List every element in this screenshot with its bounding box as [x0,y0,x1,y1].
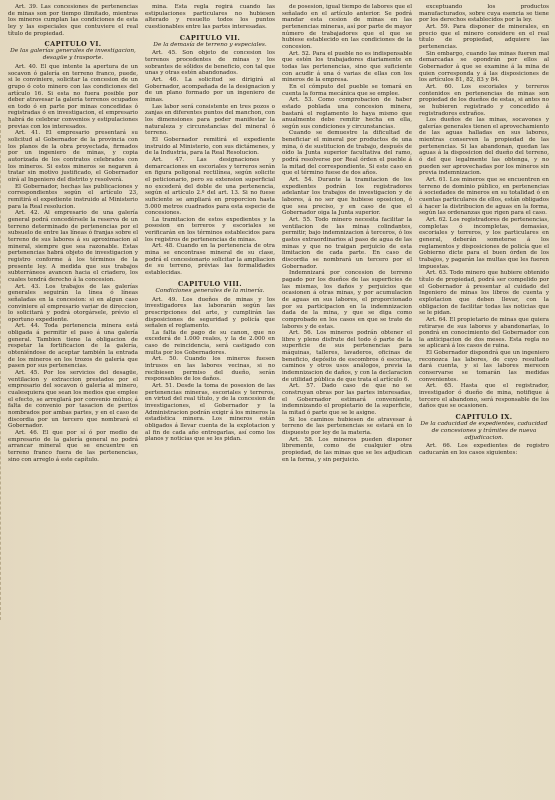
chapter-heading: CAPITULO IX. [455,413,513,422]
paragraph: Art. 39. Las concesiones de pertenencias de minas son por tiempo ilimitado, mientras los mineros cumplan las condiciones de esta ley y las especiales que contuviere el real título de propiedad. [8,4,138,37]
paragraph: La tramitacion de estos expedientes y la posesion en terreros y escoriales se verificarán en los términos establecidos para los registros de pertenencias de minas. [145,216,275,243]
column-2 [145,4,275,794]
paragraph: Art. 64. El propietario de minas que quiera retirarse de sus labores y abandonarlas, lo pondrá en conocimiento del Gobernador con la anticipacion de dos meses. Esta regla no se aplicará á los casos de ruina. [419,316,549,350]
chapter-heading: CAPITULO VIII. [177,279,242,288]
paragraph: El Gobernador, hechas las publicaciones y correspondientes según el artículo 23, remitirá el expediente instruido al Ministerio para la Real resolucion. [8,183,138,210]
column-1 [8,4,138,794]
paragraph: Cuando se demuestre la dificultad de beneficiar el mineral por productos de una mina, ó de sustitucion de trabajo, después de oído la Junta superior facultativa del ramo, podrá resolverse por Real órden el pueble á la mitad del correspondiente. Si este caso en que el término fuese de dos años. [282,130,412,177]
paragraph: mina. Esta regla regirá cuando las estipulaciones particulares no hubiesen alterado y resuelto todos los puntos cuestionables entre las partes interesadas. [145,4,275,30]
paragraph: Si los caminos hubiesen de atravesar á terreno de las pertenencias se estará en lo dispuesto por ley de la materia. [282,416,412,436]
paragraph: En el cómputo del pueble se tomará en cuenta la forma mecánica que se emplee. [282,83,412,97]
paragraph: Art. 42. Al empresario de una galería general podrá concedérsele la reserva de un terreno determinado de pertenencias por el subsuelo de entre las líneas ó franjas sobre el terreno de sus labores á su aproximacion al mineral, siempre que sea razonable. Estas pertenencias habrá objeto de investigacion y registro conforme á los términos de la presente ley. A medida que sus trabajos subterráneos avancen hacia el criadero, los cuales tendrá derecho á la concesion. [8,210,138,283]
chapter-subtitle: De las galerías generales de investigacion, desagüe y trasporte. [10,48,136,62]
paragraph: Art. 61. Los mineros que se encuentren en terreno de dominio público, en pertenencias á sociedades de mineros en su totalidad ó en cuentas particulares de ellos, están obligados á hacer la distribucion de aguas en la forma, según las ordenanzas que rigen para el caso. [419,177,549,217]
paragraph: El Gobernador remitirá el expediente instruido al Ministerio, con sus dictámenes, y de la Industria, para la Real Resolucion. [145,136,275,157]
paragraph: Art. 66. Los expedientes de registro caducarán en los casos siguientes: [419,443,549,457]
text-columns [8,4,549,794]
paragraph: Sin embargo, cuando las minas fueren mal demarcadas se opondrán por ellos al Gobernador á que se examine á la mina de quien corresponda y á las disposiciones de los artículos 81, 82, 83 y 84. [419,50,549,84]
paragraph: Art. 54. Durante la tramitacion de los expedientes podrán los registradores adelantar los trabajos de investigacion y de labores, á no ser que hubiese oposicion, ó que sea preciso, y en caso de que el Gobernador oiga la Junta superior. [282,177,412,217]
page-edge-shadow [0,120,5,620]
paragraph: Art. 46. El que por sí ó por medio de empresario de la galería general no podrá arrancar mineral que se encuentre en terreno franco fuera de las pertenencias, sino con arreglo á este capítulo. [8,429,138,463]
column-4 [419,4,549,794]
paragraph: Art. 52. Para el pueble no es indispensable que estén los trabajadores diariamente en todas las pertenencias, sino que suficiente con acudir á una ó varias de ellas con los mineros de la empresa. [282,50,412,84]
paragraph: Art. 44. Toda pertenencia minera está obligada á permitir el paso á una galería general. Tambien tiene la obligacion de respetar la fortificacion de la galería, obteniéndose de aceptar también la entrada de los mineros en los trozos de galería que pasen por sus pertenencias. [8,323,138,370]
chapter-subtitle: De la demasía de terreno y especiales. [153,41,267,48]
paragraph: Art. 51. Desde la toma de posesion de las pertenencias mineras, escoriales y terreros, en virtud del real título, y de la concesion de investigaciones, el Gobernador y la Administracion podrán exigir á los mineros la estadística minera. Los mineros están obligados á llevar cuenta de la explotacion y al fin de cada año entregarlas, así como los planos y noticias que se les pidan. [145,383,275,443]
paragraph: Art. 53. Como comprobacion de haber estado poblada una concesion minera, bastará el reglamento lo haya mismo que anualmente debe remitir hecha en ella, según sus condiciones y circunstancias. [282,97,412,130]
paragraph: Art. 63. Todo minero que hubiere obtenido título de propiedad, podrá ser compelido por el Gobernador á presentar al cuidado del Ingeniero de minas los libros de cuenta y explotacion que deben llevar, con la obligacion de facilitar todas las noticias que se le pidan. [419,270,549,317]
paragraph: de posesion, igual tiempo de labores que el señalado en el artículo anterior. Se podrá mandar esta cesion de minas en las pertenencias mineras, así por parte de mayor número de trabajadores que el que se hubiese establecido en las condiciones de la concesion. [282,4,412,50]
paragraph: El Gobernador dispondrá que un ingeniero reconozca las labores, de cuyo resultado dará cuenta, y si las labores merecen conservarse se tomarán las medidas convenientes. [419,350,549,383]
paragraph: Art. 45. Por los servicios del desagüe, ventilacion y extraccion prestados por el empresario del socavon ó galería al minero, cualesquiera que sean los medios que emplee el efecto, se arreglará por convenio mútuo; á falta de convenio por tasacion de peritos nombrados por ambas partes, y en el caso de discordia por un tercero que nombrará el Gobernador. [8,370,138,430]
paragraph: Art. 65. Hasta que el registrador, investigador ó dueño de mina, notifique á tercero el abandono, será responsable de los daños que se ocasionen. [419,383,549,410]
paragraph: Art. 60. Los escoriales y terreros contenidos en pertenencias de minas son propiedad de los dueños de estas, si antes no se hubieren registrado y concedido á registradores extraños. [419,83,549,117]
paragraph: Art. 58. Los mineros pueden disponer libremente, como de cualquier otra propiedad, de las minas que se les adjudican en la forma, y sin perjuicio. [282,436,412,463]
paragraph: Indemnizará por concesion de terreno pagado por los dueños de las superficies de las mismas, los daños y perjuicios que ocasionen á otras minas, y por acumulacion de aguas en sus labores, el proporcionado por su participacion en la indemnizacion dada de la mina, y que se diga como comprobado en los casos en que se trate de labores y de estas. [282,270,412,330]
paragraph: Art. 40. El que intente la apertura de un socavon ó galería en terreno franco, puede, si le conviniere, solicitar la concesion de un grupo ó coto minero con las condiciones del artículo 16. Si esta no fuera posible por deber atravesar la galería terrenos ocupados en todo ó en parte por minas concedidas ó registradas ó en investigacion, el empresario habrá de celebrar convenios y estipulaciones previas con los interesados. [8,63,138,130]
paragraph: Art. 55. Todo minero necesita facilitar la ventilacion de las minas colindantes, permitir, bajo indemnizacion á terceros, ó los gastos extraordinarios al paso de agua de las minas y que no traigan perjuicio de esta limitacion de cada parte. En caso de discordia se nombrará un tercero por el Gobernador. [282,217,412,270]
paragraph: Art. 57. Dado caso de que no se construyan obras por las partes interesadas, el Gobernador estimará conveniente, indemnizando el propietario de la superficie, la mitad ó parte que se le asigne. [282,383,412,417]
chapter-subtitle: De la caducidad de expedientes, caducidad de concesiones y trámites de nueva adjudicacion. [420,421,548,441]
paragraph: Art. 41. El empresario presentará su solicitud al Gobernador de la provincia con los planos de la obra proyectada, firmados por un ingeniero de minas, y copia autorizada de los contratos celebrados con los mineros. Si estos mineros se negaren á tratar sin motivo justificado, el Gobernador oirá al Ingeniero del distrito y resolverá. [8,130,138,184]
column-3 [282,4,412,794]
paragraph: Art. 46. La solicitud se dirigirá al Gobernador, acompañada de la designacion y de un plano formado por un ingeniero de minas. [145,77,275,104]
paragraph: Los dueños de las minas, socavones y galerías generales tienen el aprovechamiento de las aguas halladas en sus labores, mientras conserven la propiedad de las pertenencias. Si las abandonan, quedan las aguas á la disposicion del dueño del terreno, ó del que legalmente las obtenga, y no pueden ser aprovechadas por los mineros sin previa indemnizacion. [419,117,549,177]
paragraph: Las labor será consistente en tres pozos o zanjas en diferentes puntos del manchon, con los dimensiones para poder manifestar la naturaleza y circunstancias del mineral ó terreno. [145,103,275,137]
paragraph: Art. 56. Los mineros podrán obtener el libre y pleno disfrute del todo ó parte de la superficie de sus pertenencias para máquinas, talleres, lavaderos, oficinas de beneficio, depósito de escombros ó escorias, caminos y otros usos análogos, previa la indemnizacion de daños, y con la declaracion de utilidad pública de que trata el artículo 6. [282,330,412,383]
paragraph: Art. 43. Los trabajos de las galerías generales seguirán la línea ó líneas señaladas en la concesion: si en algun caso conviniere al empresario variar de direccion, lo solicitará y podrá otorgársele, prévio el oportuno expediente. [8,283,138,323]
paragraph: Art. 50. Cuando los mineros fuesen intrusos en las labores vecinas, si no recibiesen permiso del dueño, serán responsables de los daños. [145,356,275,383]
paragraph: exceptuando los productos manufacturados, sobre cuya esencia se tiene por los derechos establecidos por la ley. [419,4,549,24]
chapter-heading: CAPITULO VII. [179,33,241,42]
paragraph: Art. 45. Son objeto de concesion los terrenos procedentes de minas y los sobrantes de sólidos de beneficio, con tal que unas y otras estén abandonados. [145,50,275,77]
paragraph: Art. 47. Las designaciones y demarcaciones en escoriales y terreros serán en figura poligonal rectilínea, según solicite el peticionario, pero su extension superficial no excederá del doble de una pertenencia, según el artículo 2.º del art. 13. Si no fuese suficiente se ampliará en proporcion hasta 5.000 metros cuadrados para esta especie de concesiones. [145,156,275,217]
paragraph: La falta de pago de su canon, que no excederá de 1.000 reales, y la de 2.000 en caso de reincidencia, será castigado con multa por los Gobernadores. [145,329,275,356]
paragraph: Art. 59. Para disponer de minerales, en precio que el minero considere en el real título de propiedad, adquiere las pertenencias. [419,23,549,50]
paragraph: Art. 48. Cuando en la pertenencia de otra mina se encontrase mineral de su clase, podrá el concesionario solicitar la ampliacion de su terreno, prévias las formalidades establecidas. [145,243,275,277]
paragraph: Art. 49. Los dueños de minas y los investigadores las laborarán según las prescripciones del arte, y cumplirán las disposiciones de seguridad y policía que señalen el reglamento. [145,296,275,330]
chapter-heading: CAPITULO VI. [44,40,102,49]
paragraph: Art. 62. Los registradores de pertenencias, completas ó incompletas, demasías, escoriales y terreros, y los particulares en general, deberán someterse á los reglamentos y disposiciones de policía que el Gobierno dicte para el buen órden de los trabajos, y pagarán las multas que les fueren impuestas. [419,217,549,270]
chapter-subtitle: Condiciones generales de la minería. [155,287,265,294]
